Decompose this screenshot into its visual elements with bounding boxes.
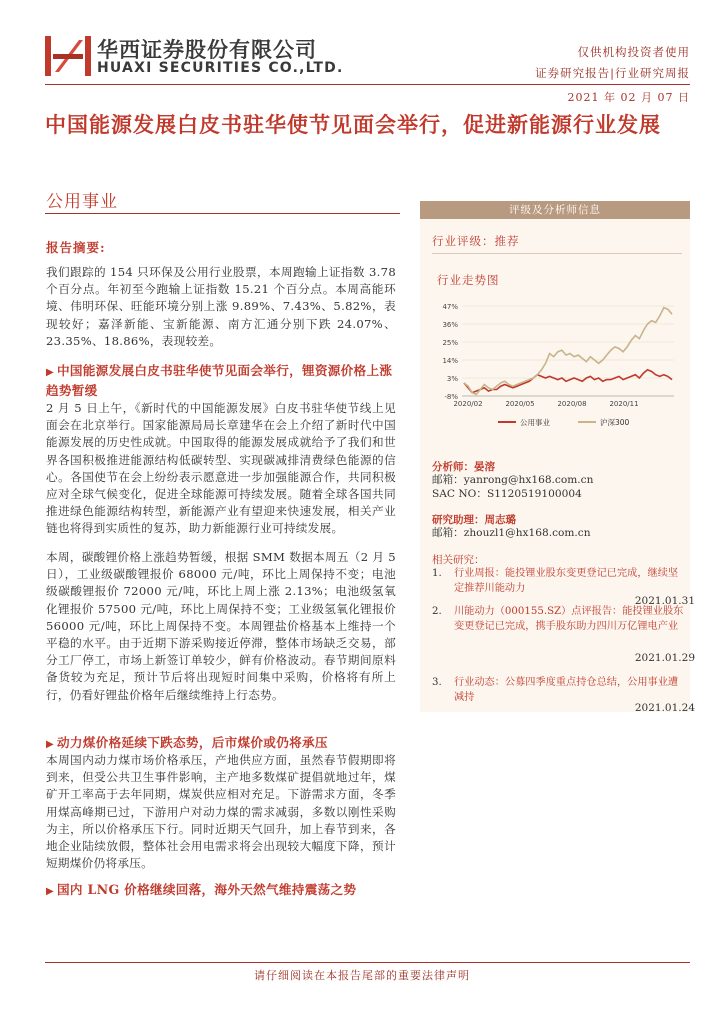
report-title: 中国能源发展白皮书驻华使节见面会举行，促进新能源行业发展 xyxy=(45,112,661,137)
section-heading-3: ▶ 国内 LNG 价格继续回落，海外天然气维持震荡之势 xyxy=(46,882,357,897)
related-item[interactable]: 3. 行业动态：公募四季度重点持仓总结，公用事业遭减持 xyxy=(432,677,679,703)
industry-trend-chart xyxy=(428,296,688,436)
industry-rating: 行业评级：推荐 xyxy=(432,234,520,248)
category-divider xyxy=(45,213,400,214)
analyst-email[interactable]: yanrong@hx168.com.cn xyxy=(463,474,594,486)
related-item-date: 2021.01.29 xyxy=(634,652,695,664)
assistant-name: 周志璐 xyxy=(484,514,516,526)
x-tick-label: 2020/08 xyxy=(557,400,587,408)
abstract-paragraph: 我们跟踪的 154 只环保及公用行业股票，本周跑输上证指数 3.78 个百分点。年初至今跑输上证指数 15.21 个百分点。本周高能环境、伟明环保、旺能环境分别上涨 9.89%、7.43%、5.82%，表现较好；嘉泽新能、宝新能源、南方汇通分别下跌 24.07%、23.35%、18.86%，表现较差。 xyxy=(46,265,396,348)
section-heading-2: ▶ 动力煤价格延续下跌态势，后市煤价或仍将承压 xyxy=(46,735,328,750)
company-name-en: HUAXI SECURITIES CO.,LTD. xyxy=(97,60,344,76)
series-line xyxy=(464,370,672,393)
section-1-paragraph-2: 本周，碳酸锂价格上涨趋势暂缓，根据 SMM 数据本周五（2 月 5 日），工业级碳酸锂报价 68000 元/吨，环比上周保持不变；电池级碳酸锂报价 72000 元/吨，环比上周上涨 2.13%；电池级氢氧化锂报价 57500 元/吨，环比上周保持不变；工业级氢氧化锂报价 56000 元/吨，环比上周保持不变。本周锂盐价格基本上维持一个平稳的水平。由于近期下游采购接近停滞，整体市场缺乏交易，部分工厂停工，市场上新签订单较少，鲜有价格波动。春节期间原料备货较为充足，预计节后将出现短时间集中采购，价格将有所上行，仍看好锂盐价格年后继续维持上行态势。 xyxy=(46,550,396,702)
sidebar-header: 评级及分析师信息 xyxy=(420,201,690,219)
triangle-bullet-icon: ▶ xyxy=(46,367,54,378)
assistant-email-line: 邮箱：zhouzl1@hx168.com.cn xyxy=(432,527,591,539)
company-logo-icon xyxy=(45,36,91,76)
company-name-cn: 华西证券股份有限公司 xyxy=(97,38,317,62)
y-tick-label: 3% xyxy=(446,375,458,383)
industry-category: 公用事业 xyxy=(46,192,118,212)
y-tick-label: 14% xyxy=(442,357,458,365)
header-divider xyxy=(45,84,690,85)
footer-divider xyxy=(45,962,690,963)
analyst-line: 分析师：晏溶 xyxy=(432,461,495,473)
rating-divider xyxy=(432,253,682,254)
x-tick-label: 2020/11 xyxy=(609,400,639,408)
assistant-line: 研究助理：周志璐 xyxy=(432,514,516,526)
triangle-bullet-icon: ▶ xyxy=(46,739,54,750)
related-item-date: 2021.01.24 xyxy=(634,702,695,714)
audience-note: 仅供机构投资者使用 xyxy=(577,45,690,59)
report-type: 证券研究报告|行业研究周报 xyxy=(535,66,690,80)
legal-disclaimer-note: 请仔细阅读在本报告尾部的重要法律声明 xyxy=(254,969,470,982)
x-tick-label: 2020/02 xyxy=(453,400,483,408)
trend-chart-label: 行业走势图 xyxy=(437,273,500,287)
report-date: 2021 年 02 月 07 日 xyxy=(567,91,690,104)
related-item-date: 2021.01.31 xyxy=(634,595,695,607)
triangle-bullet-icon: ▶ xyxy=(46,886,54,897)
sac-line: SAC NO：S1120519100004 xyxy=(432,488,582,500)
sac-number: S1120519100004 xyxy=(486,488,582,500)
legend-label: 公用事业 xyxy=(520,418,550,427)
y-tick-label: 25% xyxy=(442,339,458,347)
analyst-name: 晏溶 xyxy=(474,461,495,473)
section-heading-1: ▶ 中国能源发展白皮书驻华使节见面会举行，锂资源价格上涨趋势暂缓 xyxy=(46,363,393,398)
section-1-paragraph-1: 2 月 5 日上午，《新时代的中国能源发展》白皮书驻华使节线上见面会在北京举行。国家能源局局长章建华在会上介绍了新时代中国能源发展的历史性成就。中国取得的能源发展成就给予了我们和世界各国积极推进能源结构低碳转型、实现碳减排清费绿色能源的信心。各国使节在会上纷纷表示愿意进一步加强能源合作，共同积极应对全球气候变化，促进全球能源可持续发展。随着全球各国共同推进绿色能源结构转型，新能源产业有望迎来快速发展，相关产业链也将得到实质性的复苏，助力新能源行业可持续发展。 xyxy=(46,401,396,536)
related-item[interactable]: 2. 川能动力（000155.SZ）点评报告：能投锂业股东变更登记已完成，携手股东助力四川万亿锂电产业 xyxy=(432,606,684,632)
series-line xyxy=(464,308,672,395)
y-tick-label: 47% xyxy=(442,303,458,311)
x-tick-label: 2020/05 xyxy=(505,400,535,408)
analyst-email-line: 邮箱：yanrong@hx168.com.cn xyxy=(432,474,594,486)
related-item[interactable]: 1. 行业周报：能投锂业股东变更登记已完成，继续坚定推荐川能动力 xyxy=(432,568,679,594)
abstract-label: 报告摘要: xyxy=(46,240,106,255)
section-2-paragraph: 本周国内动力煤市场价格承压，产地供应方面，虽然春节假期即将到来，但受公共卫生事件影响，主产地多数煤矿提倡就地过年，煤矿开工率高于去年同期，煤炭供应相对充足。下游需求方面，冬季用煤高峰期已过，下游用户对动力煤的需求减弱，多数以刚性采购为主，所以价格承压下行。同时近期天气回升，加上春节到来，各地企业陆续放假，整体社会用电需求将会出现较大幅度下降，预计短期煤价仍将承压。 xyxy=(46,753,396,871)
related-research-label: 相关研究： xyxy=(432,554,485,566)
legend-label: 沪深300 xyxy=(600,418,630,427)
y-tick-label: 36% xyxy=(442,321,458,329)
assistant-email[interactable]: zhouzl1@hx168.com.cn xyxy=(463,527,591,539)
y-tick-label: -8% xyxy=(444,393,458,401)
